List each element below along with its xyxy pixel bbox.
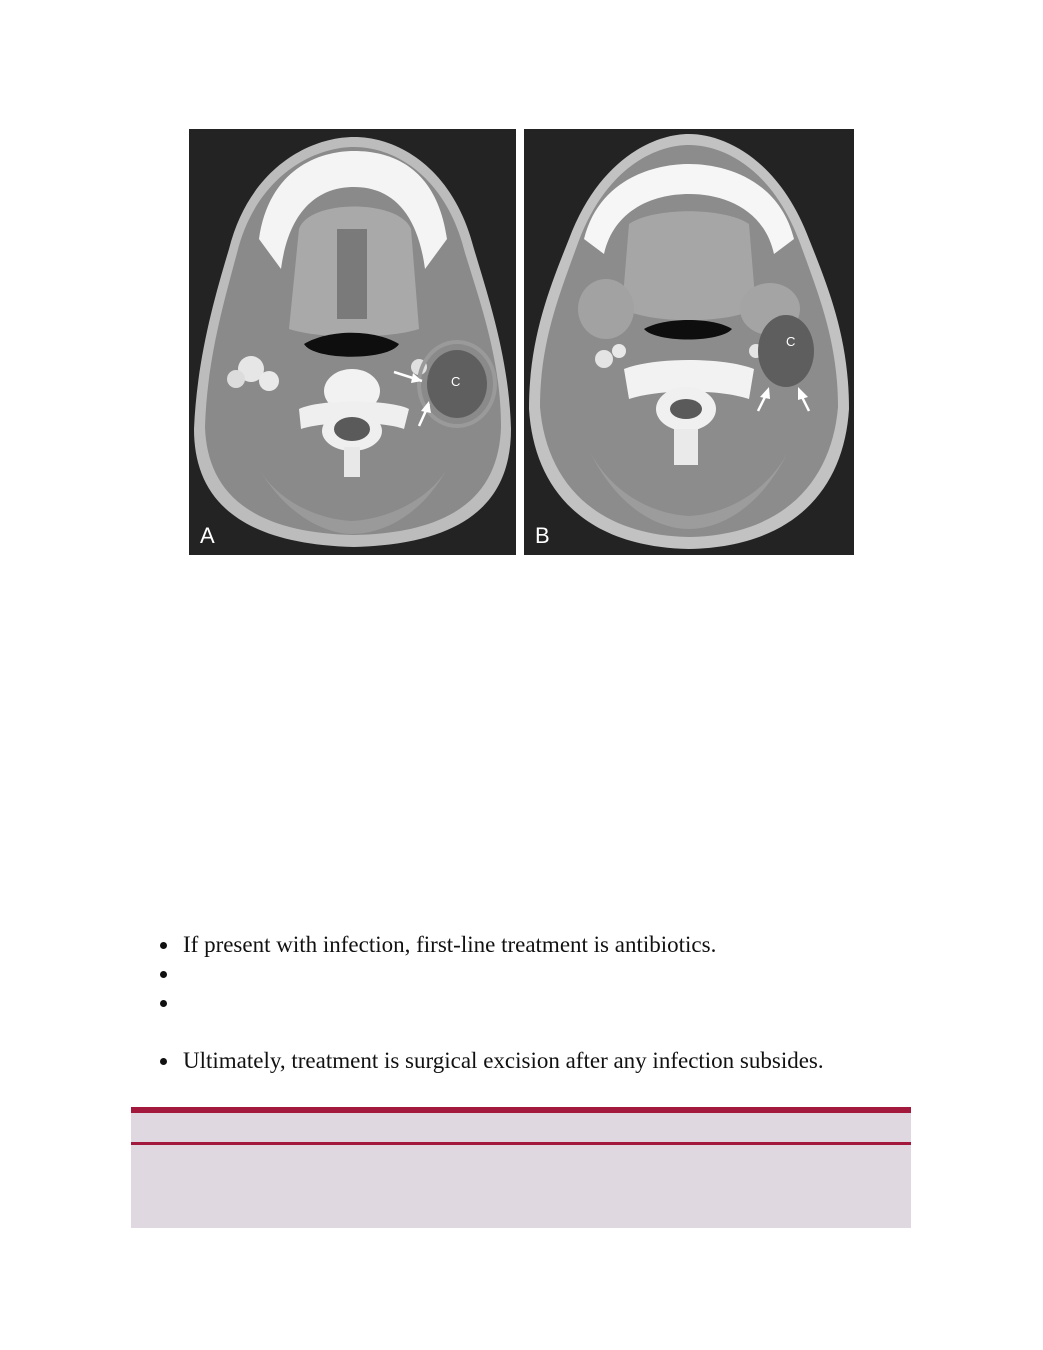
bullet-text: If present with infection, first-line treatment is antibiotics. bbox=[183, 932, 717, 957]
ct-scan-b-image bbox=[524, 129, 854, 555]
lesion-label-a: C bbox=[451, 374, 461, 389]
callout-divider bbox=[131, 1142, 911, 1145]
ct-panel-a bbox=[189, 129, 516, 555]
bullet-item bbox=[160, 959, 824, 988]
bullet-text: Ultimately, treatment is surgical excision after any infection subsides. bbox=[183, 1048, 824, 1073]
ct-figure bbox=[189, 129, 854, 555]
panel-label-b: B bbox=[535, 523, 550, 548]
bullet-dot-icon bbox=[160, 1000, 167, 1007]
ct-scan-a-image bbox=[189, 129, 516, 555]
bullet-dot-icon bbox=[160, 1058, 167, 1065]
bullet-item bbox=[160, 988, 824, 1017]
panel-label-a: A bbox=[200, 523, 215, 548]
bullet-dot-icon bbox=[160, 942, 167, 949]
bullet-item bbox=[160, 1046, 824, 1075]
ct-panel-b bbox=[524, 129, 854, 555]
lesion-label-b: C bbox=[786, 334, 796, 349]
bullet-item bbox=[160, 930, 824, 959]
callout-top-rule bbox=[131, 1107, 911, 1113]
callout-box bbox=[131, 1107, 911, 1228]
treatment-bullet-list bbox=[160, 930, 824, 1075]
bullet-dot-icon bbox=[160, 971, 167, 978]
